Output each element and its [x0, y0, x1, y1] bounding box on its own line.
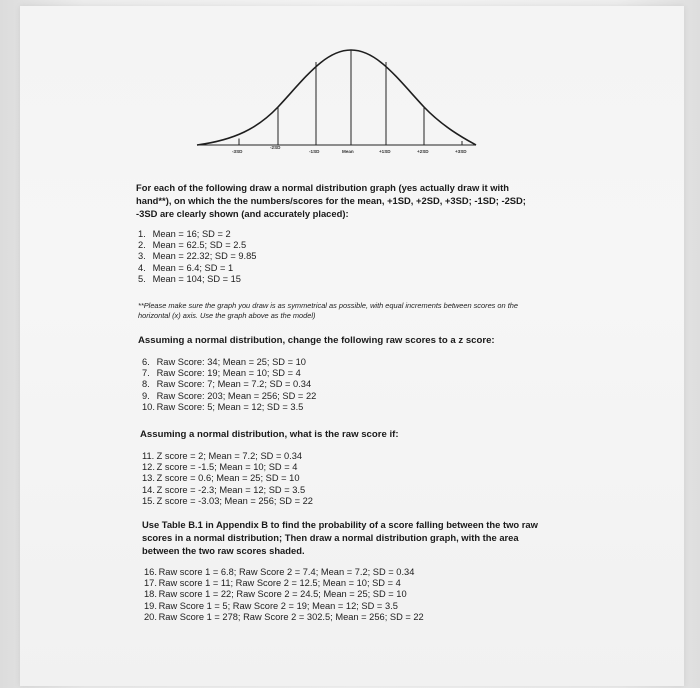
tick-label: +1SD: [379, 149, 391, 154]
item-text: Mean = 104; SD = 15: [152, 273, 241, 284]
item-number: 5.: [138, 273, 146, 284]
item-text: Z score = -2.3; Mean = 12; SD = 3.5: [156, 484, 306, 495]
item-number: 13.: [142, 473, 155, 484]
tick-label: -2SD: [270, 145, 281, 150]
section4-line-3: between the two raw scores shaded.: [142, 545, 305, 556]
section2-heading: Assuming a normal distribution, change the following raw scores to a z score:: [138, 335, 495, 346]
list-item: [138, 229, 256, 240]
list-item: [142, 368, 316, 379]
item-number: 9.: [142, 390, 150, 401]
tick-label: Mean: [342, 149, 354, 154]
list-item: [142, 485, 313, 496]
item-text: Z score = -1.5; Mean = 10; SD = 4: [156, 462, 298, 473]
item-number: 19.: [144, 600, 157, 611]
note-line-2: horizontal (x) axis. Use the graph above as the model): [138, 311, 316, 320]
list-item: [142, 451, 313, 462]
tick-label: +2SD: [417, 149, 429, 154]
item-number: 10.: [142, 401, 155, 412]
item-text: Mean = 16; SD = 2: [152, 229, 231, 239]
list-item: [142, 379, 316, 390]
item-number: 11.: [142, 451, 155, 461]
item-number: 4.: [138, 262, 146, 273]
item-text: Mean = 6.4; SD = 1: [152, 262, 234, 273]
part1-list: [138, 229, 256, 285]
list-item: [142, 473, 313, 484]
item-text: Mean = 62.5; SD = 2.5: [152, 240, 247, 251]
item-text: Mean = 22.32; SD = 9.85: [152, 251, 257, 262]
instructions-line-2: hand**), on which the the numbers/scores for the mean, +1SD, +2SD, +3SD; -1SD; -2SD;: [136, 195, 526, 206]
tick-label: -3SD: [232, 149, 243, 154]
item-number: 20.: [144, 611, 157, 622]
item-text: Raw score 1 = 22; Raw Score 2 = 24.5; Mean = 25; SD = 10: [158, 589, 407, 600]
item-text: Raw Score: 203; Mean = 256; SD = 22: [156, 390, 317, 401]
item-text: Z score = -3.03; Mean = 256; SD = 22: [156, 495, 313, 506]
section3-heading: Assuming a normal distribution, what is the raw score if:: [140, 429, 399, 440]
item-text: Z score = 0.6; Mean = 25; SD = 10: [156, 473, 300, 484]
list-item: [138, 240, 256, 251]
item-number: 2.: [138, 240, 146, 251]
item-text: Raw Score: 7; Mean = 7.2; SD = 0.34: [156, 379, 312, 390]
item-number: 17.: [144, 578, 157, 589]
bell-curve: [197, 50, 476, 145]
note-line-1: **Please make sure the graph you draw is as symmetrical as possible, with equal increments between scores on the: [138, 301, 518, 310]
item-text: Raw Score 1 = 278; Raw Score 2 = 302.5; Mean = 256; SD = 22: [158, 611, 424, 622]
list-item: [144, 601, 424, 612]
instructions-line-1: For each of the following draw a normal distribution graph (yes actually draw it with: [136, 182, 509, 193]
item-number: 8.: [142, 379, 150, 390]
item-text: Raw Score: 34; Mean = 25; SD = 10: [156, 357, 306, 367]
item-number: 15.: [142, 495, 155, 506]
list-item: [144, 589, 424, 600]
section2-list: [142, 357, 316, 413]
list-item: [144, 567, 424, 578]
item-number: 12.: [142, 462, 155, 473]
item-text: Raw score 1 = 11; Raw Score 2 = 12.5; Mean = 10; SD = 4: [158, 578, 401, 589]
item-number: 3.: [138, 251, 146, 262]
item-number: 14.: [142, 484, 155, 495]
item-text: Z score = 2; Mean = 7.2; SD = 0.34: [156, 451, 303, 461]
item-text: Raw Score 1 = 5; Raw Score 2 = 19; Mean = 12; SD = 3.5: [158, 600, 398, 611]
section4-list: [144, 567, 424, 623]
list-item: [138, 251, 256, 262]
list-item: [138, 263, 256, 274]
list-item: [138, 274, 256, 285]
list-item: [142, 462, 313, 473]
list-item: [142, 402, 316, 413]
tick-label: +3SD: [455, 149, 467, 154]
tick-label: -1SD: [309, 149, 320, 154]
item-text: Raw Score: 5; Mean = 12; SD = 3.5: [156, 401, 304, 412]
item-number: 7.: [142, 368, 150, 379]
list-item: [144, 612, 424, 623]
item-number: 16.: [144, 567, 157, 577]
instructions-line-3: -3SD are clearly shown (and accurately placed):: [136, 208, 349, 219]
list-item: [142, 357, 316, 368]
list-item: [142, 391, 316, 402]
item-text: Raw score 1 = 6.8; Raw Score 2 = 7.4; Mean = 7.2; SD = 0.34: [158, 567, 415, 577]
list-item: [142, 496, 313, 507]
item-number: 6.: [142, 357, 150, 367]
item-number: 18.: [144, 589, 157, 600]
item-text: Raw Score: 19; Mean = 10; SD = 4: [156, 368, 301, 379]
section4-line-2: scores in a normal distribution; Then draw a normal distribution graph, with the area: [142, 532, 519, 543]
item-number: 1.: [138, 229, 146, 239]
section3-list: [142, 451, 313, 507]
list-item: [144, 578, 424, 589]
section4-line-1: Use Table B.1 in Appendix B to find the probability of a score falling between the two raw: [142, 519, 538, 530]
